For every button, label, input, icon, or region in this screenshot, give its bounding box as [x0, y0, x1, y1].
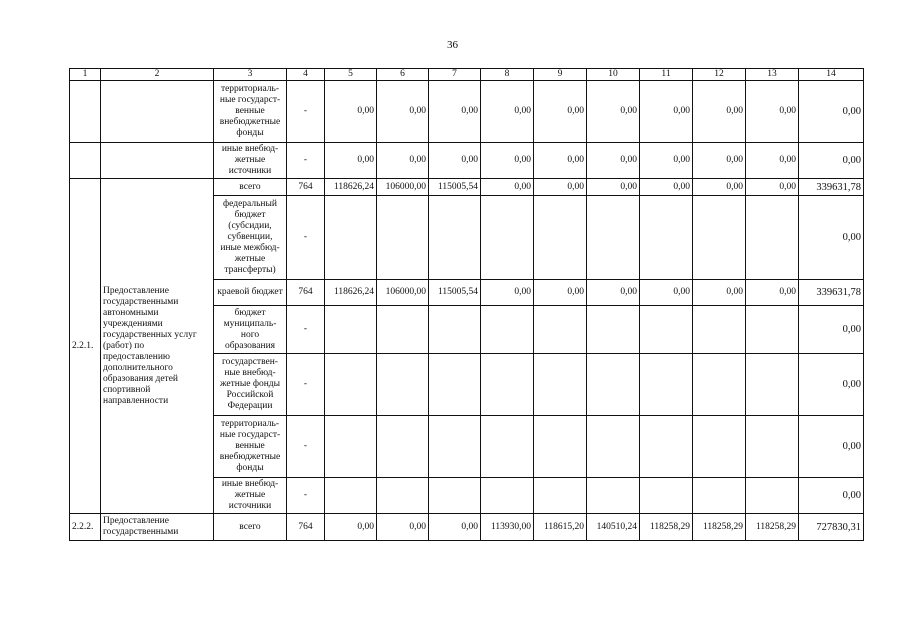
row-code: 2.2.1.	[70, 179, 101, 514]
value-cell: 0,00	[587, 81, 640, 143]
code-cell: -	[287, 416, 325, 478]
value-cell: 0,00	[640, 280, 693, 306]
value-cell: 115005,54	[429, 179, 481, 196]
financing-table	[69, 68, 864, 541]
code-cell: -	[287, 143, 325, 179]
value-cell: 0,00	[746, 81, 799, 143]
value-cell: 0,00	[746, 143, 799, 179]
value-cell: 0,00	[640, 143, 693, 179]
value-cell: 0,00	[693, 81, 746, 143]
funding-source-cell: всего	[214, 179, 287, 196]
value-cell	[325, 306, 377, 354]
row-code: 2.2.2.	[70, 514, 101, 541]
value-cell: 0,00	[746, 179, 799, 196]
value-cell: 106000,00	[377, 179, 429, 196]
value-cell	[429, 478, 481, 514]
value-cell	[746, 478, 799, 514]
value-cell: 0,00	[587, 143, 640, 179]
value-cell	[481, 354, 534, 416]
value-cell	[693, 478, 746, 514]
code-cell: -	[287, 196, 325, 280]
value-cell	[325, 416, 377, 478]
value-cell	[481, 478, 534, 514]
value-cell: 0,00	[481, 179, 534, 196]
value-cell	[325, 354, 377, 416]
funding-source-cell: федеральный бюджет (субсидии, субвенции, иные межбюд-жетные трансферты)	[214, 196, 287, 280]
code-cell: -	[287, 354, 325, 416]
value-cell: 0,00	[693, 280, 746, 306]
header-row	[70, 69, 864, 81]
value-cell	[693, 416, 746, 478]
value-cell: 0,00	[325, 143, 377, 179]
value-cell	[534, 306, 587, 354]
value-cell	[377, 196, 429, 280]
column-header: 2	[101, 69, 214, 81]
value-cell	[587, 196, 640, 280]
value-cell	[429, 196, 481, 280]
column-header: 11	[640, 69, 693, 81]
value-cell: 0,00	[640, 179, 693, 196]
funding-source-cell: государствен-ные внебюд-жетные фонды Российской Федерации	[214, 354, 287, 416]
code-cell: 764	[287, 280, 325, 306]
value-cell	[534, 196, 587, 280]
value-cell: 339631,78	[799, 179, 864, 196]
value-cell	[377, 354, 429, 416]
funding-source-cell: территориаль-ные государст-венные внебюджетные фонды	[214, 81, 287, 143]
value-cell: 0,00	[587, 179, 640, 196]
value-cell	[429, 354, 481, 416]
value-cell	[746, 306, 799, 354]
value-cell: 0,00	[799, 143, 864, 179]
value-cell: 0,00	[429, 81, 481, 143]
value-cell	[325, 478, 377, 514]
column-header: 14	[799, 69, 864, 81]
funding-source-cell: территориаль-ные государст-венные внебюджетные фонды	[214, 416, 287, 478]
value-cell	[587, 306, 640, 354]
value-cell: 0,00	[429, 514, 481, 541]
column-header: 7	[429, 69, 481, 81]
value-cell	[640, 478, 693, 514]
value-cell	[640, 354, 693, 416]
value-cell: 0,00	[325, 514, 377, 541]
value-cell: 0,00	[377, 81, 429, 143]
value-cell: 727830,31	[799, 514, 864, 541]
value-cell	[640, 196, 693, 280]
table-row	[70, 143, 864, 179]
value-cell	[746, 196, 799, 280]
column-header: 6	[377, 69, 429, 81]
value-cell: 118258,29	[693, 514, 746, 541]
column-header: 8	[481, 69, 534, 81]
value-cell: 0,00	[534, 143, 587, 179]
value-cell: 118626,24	[325, 179, 377, 196]
value-cell	[429, 416, 481, 478]
value-cell	[481, 196, 534, 280]
page-number: 36	[447, 39, 458, 51]
value-cell: 0,00	[799, 478, 864, 514]
value-cell	[587, 416, 640, 478]
value-cell: 0,00	[640, 81, 693, 143]
value-cell: 0,00	[325, 81, 377, 143]
value-cell: 0,00	[534, 280, 587, 306]
value-cell: 0,00	[693, 179, 746, 196]
value-cell: 0,00	[799, 81, 864, 143]
value-cell	[429, 306, 481, 354]
value-cell: 0,00	[693, 143, 746, 179]
value-cell: 0,00	[799, 196, 864, 280]
funding-source-cell: всего	[214, 514, 287, 541]
value-cell: 140510,24	[587, 514, 640, 541]
value-cell: 118626,24	[325, 280, 377, 306]
value-cell: 0,00	[481, 143, 534, 179]
row-name: Предоставление государственными	[101, 514, 214, 541]
value-cell: 115005,54	[429, 280, 481, 306]
value-cell	[640, 416, 693, 478]
value-cell: 0,00	[377, 143, 429, 179]
value-cell: 339631,78	[799, 280, 864, 306]
funding-source-cell: иные внебюд-жетные источники	[214, 478, 287, 514]
table-row	[70, 179, 864, 196]
code-cell: 764	[287, 179, 325, 196]
value-cell	[481, 306, 534, 354]
column-header: 9	[534, 69, 587, 81]
value-cell: 0,00	[587, 280, 640, 306]
funding-source-cell: иные внебюд-жетные источники	[214, 143, 287, 179]
value-cell	[481, 416, 534, 478]
value-cell: 118258,29	[640, 514, 693, 541]
value-cell: 113930,00	[481, 514, 534, 541]
value-cell	[534, 354, 587, 416]
value-cell	[587, 478, 640, 514]
funding-source-cell: краевой бюджет	[214, 280, 287, 306]
value-cell: 0,00	[429, 143, 481, 179]
value-cell: 0,00	[377, 514, 429, 541]
value-cell	[377, 478, 429, 514]
value-cell: 0,00	[746, 280, 799, 306]
column-header: 13	[746, 69, 799, 81]
value-cell: 0,00	[799, 416, 864, 478]
value-cell: 0,00	[799, 306, 864, 354]
value-cell	[640, 306, 693, 354]
funding-source-cell: бюджет муниципаль-ного образования	[214, 306, 287, 354]
value-cell	[534, 416, 587, 478]
value-cell	[534, 478, 587, 514]
value-cell: 118615,20	[534, 514, 587, 541]
code-cell: -	[287, 306, 325, 354]
value-cell	[325, 196, 377, 280]
code-cell: -	[287, 81, 325, 143]
value-cell	[693, 196, 746, 280]
value-cell	[746, 354, 799, 416]
column-header: 3	[214, 69, 287, 81]
value-cell	[587, 354, 640, 416]
code-cell: -	[287, 478, 325, 514]
code-cell-empty	[70, 81, 101, 143]
code-cell-empty	[70, 143, 101, 179]
value-cell: 0,00	[799, 354, 864, 416]
name-cell-empty	[101, 81, 214, 143]
value-cell	[377, 306, 429, 354]
name-cell-empty	[101, 143, 214, 179]
value-cell	[746, 416, 799, 478]
value-cell: 118258,29	[746, 514, 799, 541]
table-row	[70, 81, 864, 143]
column-header: 1	[70, 69, 101, 81]
code-cell: 764	[287, 514, 325, 541]
value-cell: 0,00	[481, 81, 534, 143]
value-cell: 106000,00	[377, 280, 429, 306]
value-cell	[693, 354, 746, 416]
value-cell	[377, 416, 429, 478]
value-cell: 0,00	[534, 81, 587, 143]
table-row	[70, 514, 864, 541]
value-cell: 0,00	[481, 280, 534, 306]
row-name: Предоставление государственными автономными учреждениями государственных услуг (работ) по предоставлению дополнительного образования детей спортивной направленности	[101, 179, 214, 514]
column-header: 10	[587, 69, 640, 81]
value-cell: 0,00	[534, 179, 587, 196]
column-header: 12	[693, 69, 746, 81]
column-header: 5	[325, 69, 377, 81]
value-cell	[693, 306, 746, 354]
column-header: 4	[287, 69, 325, 81]
